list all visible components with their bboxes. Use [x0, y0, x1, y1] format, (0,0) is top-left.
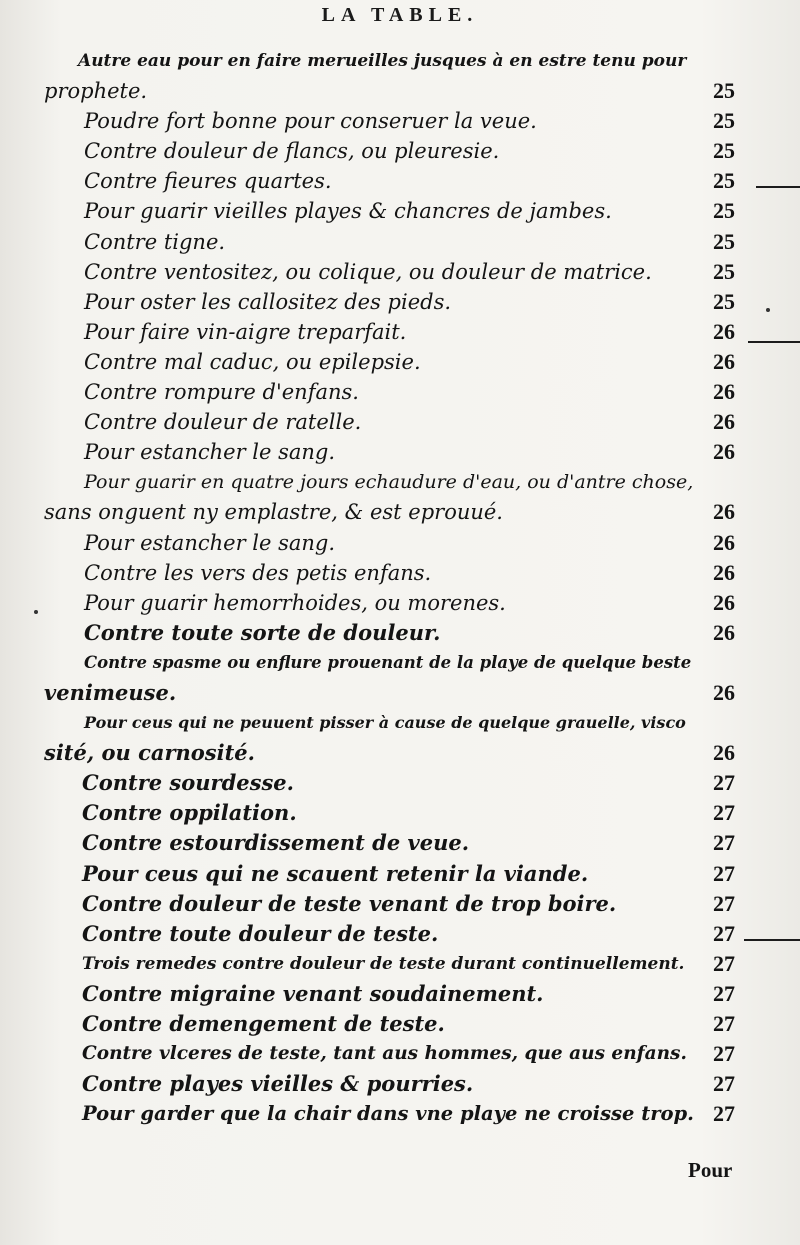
entry-text: venimeuse.: [44, 679, 177, 705]
table-of-contents: [0, 46, 800, 1129]
entry-page-number: 26: [713, 379, 735, 405]
entry-page-number: 27: [713, 950, 735, 976]
entry-page-number: 27: [713, 1011, 735, 1036]
toc-entry: [0, 407, 800, 437]
entry-text: Contre estourdissement de veue.: [82, 830, 470, 856]
entry-page-number: 27: [713, 1041, 735, 1067]
entry-text: Contre toute douleur de teste.: [82, 920, 439, 946]
entry-text: Contre mal caduc, ou epilepsie.: [84, 349, 421, 374]
entry-text: Pour guarir en quatre jours echaudure d'eau, ou d'antre chose,: [84, 471, 694, 494]
entry-page-number: 26: [713, 409, 735, 435]
margin-mark: [756, 186, 800, 188]
toc-entry: [0, 708, 800, 738]
entry-page-number: 26: [713, 619, 735, 645]
page-header: LA TABLE.: [321, 4, 479, 26]
entry-page-number: 27: [713, 800, 735, 826]
entry-text: Pour guarir hemorrhoides, ou morenes.: [84, 590, 506, 615]
entry-page-number: 25: [713, 168, 735, 194]
entry-page-number: 26: [713, 318, 735, 344]
entry-page-number: 25: [713, 228, 735, 254]
entry-page-number: 26: [713, 740, 735, 766]
entry-text: Pour faire vin-aigre treparfait.: [84, 319, 407, 344]
margin-mark: [748, 341, 800, 343]
entry-page-number: 26: [713, 439, 735, 465]
toc-entry: [0, 287, 800, 317]
toc-entry: [0, 648, 800, 678]
toc-entry: [0, 979, 800, 1009]
toc-entry: [0, 528, 800, 558]
entry-page-number: 25: [713, 78, 735, 104]
entry-text: Contre sourdesse.: [82, 770, 294, 796]
toc-entry: [0, 1009, 800, 1039]
entry-text: Pour ceus qui ne peuuent pisser à cause de quelque grauelle, visco: [84, 713, 686, 733]
entry-page-number: 27: [713, 860, 735, 886]
entry-page-number: 27: [713, 890, 735, 916]
toc-entry: [0, 497, 800, 527]
toc-entry: [0, 347, 800, 377]
toc-entry: [0, 437, 800, 467]
entry-page-number: 27: [713, 770, 735, 796]
toc-entry: [0, 859, 800, 889]
entry-page-number: 27: [713, 1071, 735, 1097]
entry-text: Contre tigne.: [84, 229, 226, 254]
toc-entry: [0, 768, 800, 798]
toc-entry: [0, 618, 800, 648]
toc-entry: [0, 166, 800, 196]
entry-text: Pour oster les callositez des pieds.: [84, 289, 452, 314]
entry-text: Pour guarir vieilles playes & chancres de jambes.: [84, 199, 612, 224]
toc-entry: [0, 678, 800, 708]
entry-text: Contre ventositez, ou colique, ou douleur de matrice.: [84, 259, 652, 284]
toc-entry: [0, 1099, 800, 1129]
entry-text: Contre spasme ou enflure prouenant de la playe de quelque beste: [84, 652, 692, 672]
entry-text: Contre oppilation.: [82, 800, 297, 826]
entry-text: Pour garder que la chair dans vne playe ne croisse trop.: [82, 1102, 694, 1126]
entry-page-number: 25: [713, 258, 735, 284]
entry-text: prophete.: [44, 79, 148, 104]
toc-entry: [0, 46, 800, 76]
toc-entry: [0, 919, 800, 949]
toc-entry: [0, 1069, 800, 1099]
entry-text: Contre migraine venant soudainement.: [82, 980, 544, 1006]
entry-page-number: 27: [713, 1101, 735, 1127]
entry-text: Trois remedes contre douleur de teste durant continuellement.: [82, 953, 685, 974]
entry-text: Contre fieures quartes.: [84, 169, 332, 194]
entry-page-number: 26: [713, 559, 735, 585]
toc-entry: [0, 558, 800, 588]
entry-text: Contre douleur de teste venant de trop boire.: [82, 890, 617, 916]
entry-text: Contre douleur de flancs, ou pleuresie.: [84, 139, 500, 164]
ink-speck: [766, 308, 770, 312]
toc-entry: [0, 828, 800, 858]
entry-page-number: 25: [713, 108, 735, 134]
ink-speck: [34, 610, 38, 614]
entry-text: Contre vlceres de teste, tant aus hommes, que aus enfans.: [82, 1043, 687, 1065]
toc-entry: [0, 377, 800, 407]
entry-page-number: 27: [713, 980, 735, 1006]
entry-text: Autre eau pour en faire merueilles jusques à en estre tenu pour: [78, 51, 687, 71]
entry-text: Contre douleur de ratelle.: [84, 410, 362, 435]
entry-text: sans onguent ny emplastre, & est eprouué.: [44, 500, 503, 525]
entry-page-number: 25: [713, 288, 735, 314]
toc-entry: [0, 317, 800, 347]
entry-text: Contre playes vieilles & pourries.: [82, 1071, 474, 1097]
entry-text: Contre rompure d'enfans.: [84, 380, 359, 405]
entry-page-number: 27: [713, 920, 735, 946]
toc-entry: [0, 257, 800, 287]
toc-entry: [0, 738, 800, 768]
toc-entry: [0, 227, 800, 257]
entry-page-number: 26: [713, 348, 735, 374]
entry-text: Poudre fort bonne pour conseruer la veue.: [84, 109, 537, 134]
entry-page-number: 26: [713, 499, 735, 525]
catchword: Pour: [688, 1158, 733, 1182]
toc-entry: [0, 76, 800, 106]
entry-page-number: 25: [713, 138, 735, 164]
toc-entry: [0, 889, 800, 919]
toc-entry: [0, 949, 800, 979]
toc-entry: [0, 196, 800, 226]
toc-entry: [0, 467, 800, 497]
entry-page-number: 27: [713, 830, 735, 856]
entry-page-number: 26: [713, 589, 735, 615]
entry-text: Pour estancher le sang.: [84, 440, 336, 465]
toc-entry: [0, 106, 800, 136]
entry-page-number: 26: [713, 529, 735, 555]
toc-entry: [0, 588, 800, 618]
entry-text: sité, ou carnosité.: [44, 740, 255, 766]
entry-page-number: 26: [713, 679, 735, 705]
toc-entry: [0, 136, 800, 166]
entry-text: Contre demengement de teste.: [82, 1011, 445, 1036]
entry-text: Pour ceus qui ne scauent retenir la viande.: [82, 860, 589, 886]
entry-page-number: 25: [713, 198, 735, 224]
toc-entry: [0, 798, 800, 828]
margin-mark: [744, 939, 800, 941]
entry-text: Contre les vers des petis enfans.: [84, 560, 432, 585]
entry-text: Contre toute sorte de douleur.: [84, 619, 441, 645]
entry-text: Pour estancher le sang.: [84, 530, 336, 555]
toc-entry: [0, 1039, 800, 1069]
